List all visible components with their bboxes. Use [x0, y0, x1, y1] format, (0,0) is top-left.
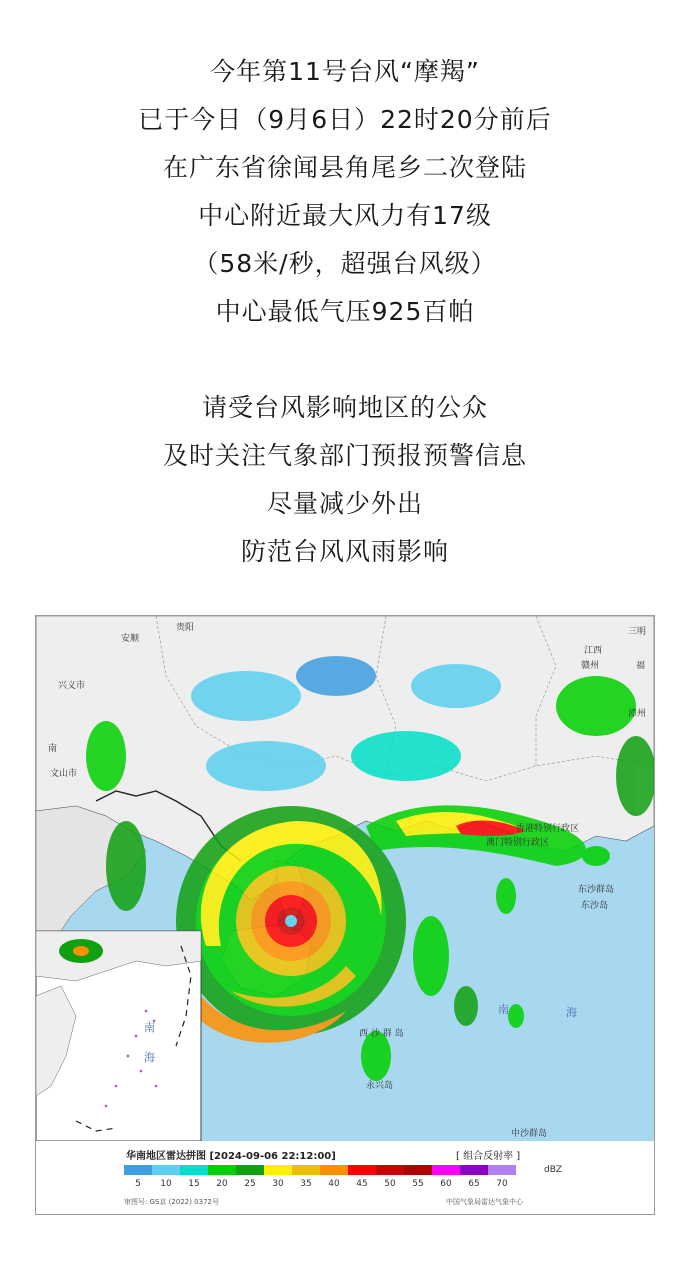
- place-label: 澳门特别行政区: [486, 838, 550, 848]
- place-label: 江西: [584, 646, 603, 656]
- place-label: 安顺: [121, 634, 140, 644]
- legend-tick-label: 55: [412, 1179, 424, 1189]
- legend-swatch: [208, 1165, 236, 1175]
- radar-map-canvas: [36, 616, 654, 1141]
- legend-tick-label: 45: [356, 1179, 368, 1189]
- place-label: 西 沙 群 岛: [359, 1029, 404, 1039]
- legend-tick-label: 10: [160, 1179, 172, 1189]
- legend-tick-label: 40: [328, 1179, 340, 1189]
- legend-swatch: [292, 1165, 320, 1175]
- place-label: 中沙群岛: [511, 1129, 548, 1139]
- legend-tick-label: 30: [272, 1179, 284, 1189]
- legend-title: 华南地区雷达拼图 [2024-09-06 22:12:00]: [126, 1151, 336, 1162]
- legend-swatch: [376, 1165, 404, 1175]
- legend-swatch: [460, 1165, 488, 1175]
- headline-line: 在广东省徐闻县角尾乡二次登陆: [162, 153, 527, 182]
- legend-tick-label: 70: [496, 1179, 508, 1189]
- radar-legend: [36, 1141, 654, 1214]
- legend-tick-label: 15: [188, 1179, 200, 1189]
- legend-swatch: [124, 1165, 152, 1175]
- advice-line: 尽量减少外出: [266, 489, 423, 518]
- legend-swatch: [432, 1165, 460, 1175]
- legend-swatch: [236, 1165, 264, 1175]
- sea-label: 海: [566, 1006, 577, 1019]
- map-review-number: 审图号: GS京 (2022) 0372号: [124, 1198, 219, 1206]
- place-label: 贵阳: [176, 623, 195, 633]
- headline-line: 中心附近最大风力有17级: [198, 201, 492, 230]
- legend-product: [ 组合反射率 ]: [456, 1151, 521, 1162]
- headline-line: 中心最低气压925百帕: [215, 297, 475, 326]
- place-label: 香港特别行政区: [516, 824, 580, 834]
- headline-block: [0, 48, 690, 336]
- place-label: 永兴岛: [366, 1081, 394, 1091]
- radar-map: [35, 615, 655, 1215]
- headline-line: （58米/秒，超强台风级）: [193, 249, 497, 278]
- advice-line: 及时关注气象部门预报预警信息: [162, 441, 527, 470]
- inset-sea-label: 海: [144, 1051, 155, 1064]
- map-issuer: 中国气象局雷达气象中心: [446, 1198, 523, 1206]
- legend-tick-label: 50: [384, 1179, 396, 1189]
- place-label: 福: [636, 661, 646, 671]
- place-label: 东沙群岛: [578, 885, 615, 895]
- legend-swatch: [404, 1165, 432, 1175]
- legend-swatch: [264, 1165, 292, 1175]
- legend-swatch: [180, 1165, 208, 1175]
- advice-block: [0, 384, 690, 576]
- place-label: 漳州: [628, 709, 647, 719]
- place-label: 东沙岛: [581, 901, 609, 911]
- sea-label: 南: [498, 1003, 509, 1016]
- legend-tick-label: 60: [440, 1179, 452, 1189]
- place-label: 文山市: [50, 769, 78, 779]
- legend-tick-label: 25: [244, 1179, 256, 1189]
- legend-tick-label: 35: [300, 1179, 312, 1189]
- legend-tick-label: 20: [216, 1179, 228, 1189]
- legend-color-bar: [124, 1165, 516, 1175]
- inset-sea-label: 南: [144, 1021, 155, 1034]
- legend-swatch: [348, 1165, 376, 1175]
- inset-map: [36, 931, 201, 1141]
- legend-ticks: [124, 1179, 564, 1191]
- place-label: 南: [48, 744, 58, 754]
- place-label: 兴义市: [58, 681, 86, 691]
- legend-tick-label: 5: [135, 1179, 141, 1189]
- legend-tick-label: 65: [468, 1179, 480, 1189]
- place-label: 三明: [628, 627, 647, 637]
- advice-line: 请受台风影响地区的公众: [201, 393, 488, 422]
- place-label: 赣州: [581, 661, 600, 671]
- legend-swatch: [488, 1165, 516, 1175]
- legend-swatch: [320, 1165, 348, 1175]
- headline-line: 已于今日（9月6日）22时20分前后: [138, 105, 552, 134]
- headline-line: 今年第11号台风“摩羯”: [210, 57, 480, 86]
- advice-line: 防范台风风雨影响: [240, 537, 449, 566]
- legend-swatch: [152, 1165, 180, 1175]
- legend-unit: dBZ: [544, 1165, 563, 1175]
